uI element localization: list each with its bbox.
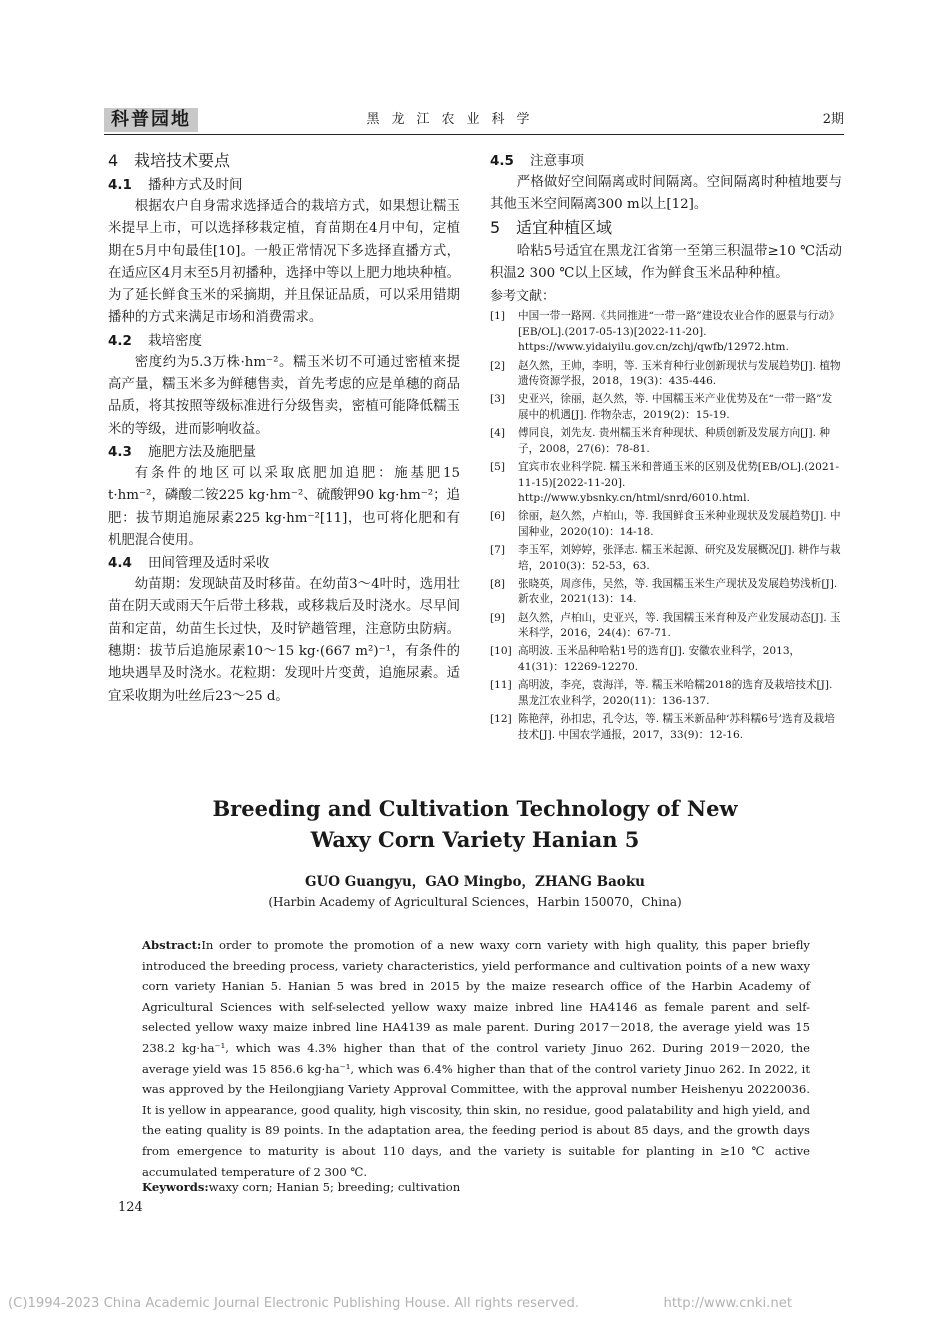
authors: GUO Guangyu，GAO Mingbo，ZHANG Baoku <box>305 874 645 890</box>
paragraph: 严格做好空间隔离或时间隔离。空间隔离时种植地要与其他玉米空间隔离300 m以上[12]。 <box>490 175 842 213</box>
reference-text: 徐丽，赵久然，卢柏山，等. 我国鲜食玉米种业现状及发展趋势[J]. 中国种业，2020(10)：14-18. <box>518 510 841 538</box>
subsection-heading: 4.4 田间管理及适时采收 <box>108 555 270 572</box>
reference-number: [3] <box>490 393 506 406</box>
reference-text: 赵久然，王帅，李明，等. 玉米育种行业创新现状与发展趋势[J]. 植物遗传资源学报，2018，19(3)：435-446. <box>518 359 841 388</box>
reference-item <box>490 577 842 608</box>
paragraph: 幼苗期：发现缺苗及时移苗。在幼苗3～4叶时，选用壮苗在阴天或雨天午后带土移栽，或移栽后及时浇水。尽早间苗和定苗，幼苗生长过快，及时铲趟管理，注意防虫防病。穗期：拔节后追施尿素10～15 kg·(667 m²)⁻¹，有条件的地块遇旱及时浇水。花粒期：发现叶片变黄，追施尿素。适宜采收期为吐丝后23～25 d。 <box>108 577 460 704</box>
paragraph: 根据农户自身需求选择适合的栽培方式，如果想让糯玉米提早上市，可以选择移栽定植，育苗期在4月中旬，定植期在5月中旬最佳[10]。一般正常情况下多选择直播方式，在适应区4月末至5月初播种，选择中等以上肥力地块种植。为了延长鲜食玉米的采摘期，并且保证品质，可以采用错期播种的方式来满足市场和消费需求。 <box>108 199 460 326</box>
reference-text: 宜宾市农业科学院. 糯玉米和普通玉米的区别及优势[EB/OL].(2021-11-15)[2022-11-20]. http://www.ybsnky.cn/html/snrd/6010.html. <box>518 460 839 505</box>
reference-number: [5] <box>490 460 506 473</box>
abstract <box>142 935 810 1182</box>
reference-text: 张晓英，周彦伟，吴然，等. 我国糯玉米生产现状及发展趋势浅析[J]. 新农业，2021(13)：14. <box>518 577 838 606</box>
subsection-heading: 4.3 施肥方法及施肥量 <box>108 443 256 460</box>
copyright-notice: (C)1994-2023 China Academic Journal Electronic Publishing House. All rights reserved. <box>8 1296 580 1311</box>
reference-text: 陈艳萍，孙扣忠，孔令达，等. 糯玉米新品种‘苏科糯6号’选育及栽培技术[J]. 中国农学通报，2017，33(9)：12-16. <box>518 712 835 741</box>
reference-number: [6] <box>490 510 506 523</box>
reference-item <box>490 543 842 574</box>
reference-item <box>490 392 842 423</box>
reference-item <box>490 359 842 390</box>
paragraph: 哈粘5号适宜在黑龙江省第一至第三积温带≥10 ℃活动积温2 300 ℃以上区域，作为鲜食玉米品种种植。 <box>490 243 842 281</box>
keywords-label: Keywords: <box>142 1180 209 1194</box>
abstract-label: Abstract: <box>142 938 202 952</box>
reference-number: [1] <box>490 310 506 323</box>
reference-number: [4] <box>490 427 506 440</box>
reference-number: [11] <box>490 679 512 692</box>
reference-number: [10] <box>490 645 512 658</box>
section-heading: 4 栽培技术要点 <box>108 151 231 170</box>
journal-name: 黑龙江农业科学 <box>366 112 542 127</box>
references-title: 参考文献： <box>490 289 556 305</box>
reference-number: [8] <box>490 577 506 590</box>
reference-item <box>490 509 842 540</box>
keywords-text: waxy corn; Hanian 5; breeding; cultivation <box>208 1180 461 1194</box>
reference-item <box>490 712 842 743</box>
keywords <box>142 1177 810 1197</box>
reference-item <box>490 460 842 507</box>
reference-text: 李玉军，刘婷婷，张泽志. 糯玉米起源、研究及发展概况[J]. 耕作与栽培，2010(3)：52-53，63. <box>518 544 841 572</box>
reference-item <box>490 426 842 457</box>
reference-text: 高明波. 玉米品种哈粘1号的选育[J]. 安徽农业科学，2013，41(31)：12269-12270. <box>518 645 801 673</box>
reference-number: [9] <box>490 611 506 624</box>
reference-number: [12] <box>490 712 512 725</box>
page-header <box>104 108 844 135</box>
reference-text: 中国一带一路网.《共同推进“一带一路”建设农业合作的愿景与行动》[EB/OL].(2017-05-13)[2022-11-20]. https://www.yidaiyilu.gov.cn/zchj/qwfb/12972.htm. <box>518 310 840 354</box>
website-link[interactable]: http://www.cnki.net <box>663 1296 792 1311</box>
section-heading: 5 适宜种植区域 <box>490 217 613 237</box>
reference-list <box>490 309 842 743</box>
paragraph: 有条件的地区可以采取底肥加追肥：施基肥15 t·hm⁻²，磷酸二铵225 kg·hm⁻²、硫酸钾90 kg·hm⁻²；追肥：拔节期追施尿素225 kg·hm⁻²[11]，也可将化肥和有机肥混合使用。 <box>108 465 460 548</box>
reference-number: [7] <box>490 544 506 557</box>
reference-item <box>490 678 842 709</box>
english-title: Breeding and Cultivation Technology of New Waxy Corn Variety Hanian 5 <box>212 796 738 852</box>
reference-item <box>490 644 842 675</box>
paragraph: 密度约为5.3万株·hm⁻²。糯玉米切不可通过密植来提高产量，糯玉米多为鲜穗售卖，首先考虑的应是单穗的商品品质，将其按照等级标准进行分级售卖，密植可能降低糯玉米的等级，进而影响收益。 <box>108 354 460 437</box>
reference-text: 高明波，李亮，袁海洋，等. 糯玉米哈糯2018的选育及栽培技术[J]. 黑龙江农业科学，2020(11)：136-137. <box>518 679 833 707</box>
reference-item <box>490 309 842 356</box>
reference-item <box>490 611 842 642</box>
subsection-heading: 4.2 栽培密度 <box>108 332 202 349</box>
affiliation: (Harbin Academy of Agricultural Sciences，Harbin 150070，China) <box>268 895 682 909</box>
left-column <box>108 150 460 708</box>
column-tag: 科普园地 <box>104 108 198 132</box>
reference-text: 赵久然，卢柏山，史亚兴，等. 我国糯玉米育种及产业发展动态[J]. 玉米科学，2016，24(4)：67-71. <box>518 611 841 640</box>
page-number: 124 <box>118 1200 143 1215</box>
right-column <box>490 150 842 746</box>
subsection-heading: 4.5 注意事项 <box>490 153 584 169</box>
reference-text: 史亚兴，徐丽，赵久然，等. 中国糯玉米产业优势及在“一带一路”发展中的机遇[J]. 作物杂志，2019(2)：15-19. <box>518 393 833 421</box>
subsection-heading: 4.1 播种方式及时间 <box>108 177 243 193</box>
abstract-text: In order to promote the promotion of a new waxy corn variety with high quality, this paper briefly introduced the breeding process, variety characteristics, yield performance and cultivation points of a new waxy corn variety Hanian 5. Hanian 5 was bred in 2015 by the maize research office of the Harbin Academy of Agricultural Sciences with self-selected yellow waxy maize inbred line HA4146 as female parent and self-selected yellow waxy maize inbred line HA4139 as male parent. During 2017－2018, the average yield was 15 238.2 kg·ha⁻¹, which was 4.3% higher than that of the control variety Jinuo 262. During 2019－2020, the average yield was 15 856.6 kg·ha⁻¹, which was 6.4% higher than that of the control variety Jinuo 262. In 2022, it was approved by the Heilongjiang Variety Approval Committee, with the approval number Heishenyu 20220036. It is yellow in appearance, good quality, high viscosity, thin skin, no residue, good palatability and high yield, and the eating quality is 89 points. In the adaptation area, the feeding period is about 85 days, and the growth days from emergence to maturity is about 110 days, and the variety is suitable for planting in ≥10 ℃ active accumulated temperature of 2 300 ℃. <box>142 938 810 1179</box>
reference-number: [2] <box>490 359 506 372</box>
issue-number: 2期 <box>822 112 844 127</box>
reference-text: 傅同良，刘先友. 贵州糯玉米育种现状、种质创新及发展方向[J]. 种子，2008，27(6)：78-81. <box>518 427 831 455</box>
